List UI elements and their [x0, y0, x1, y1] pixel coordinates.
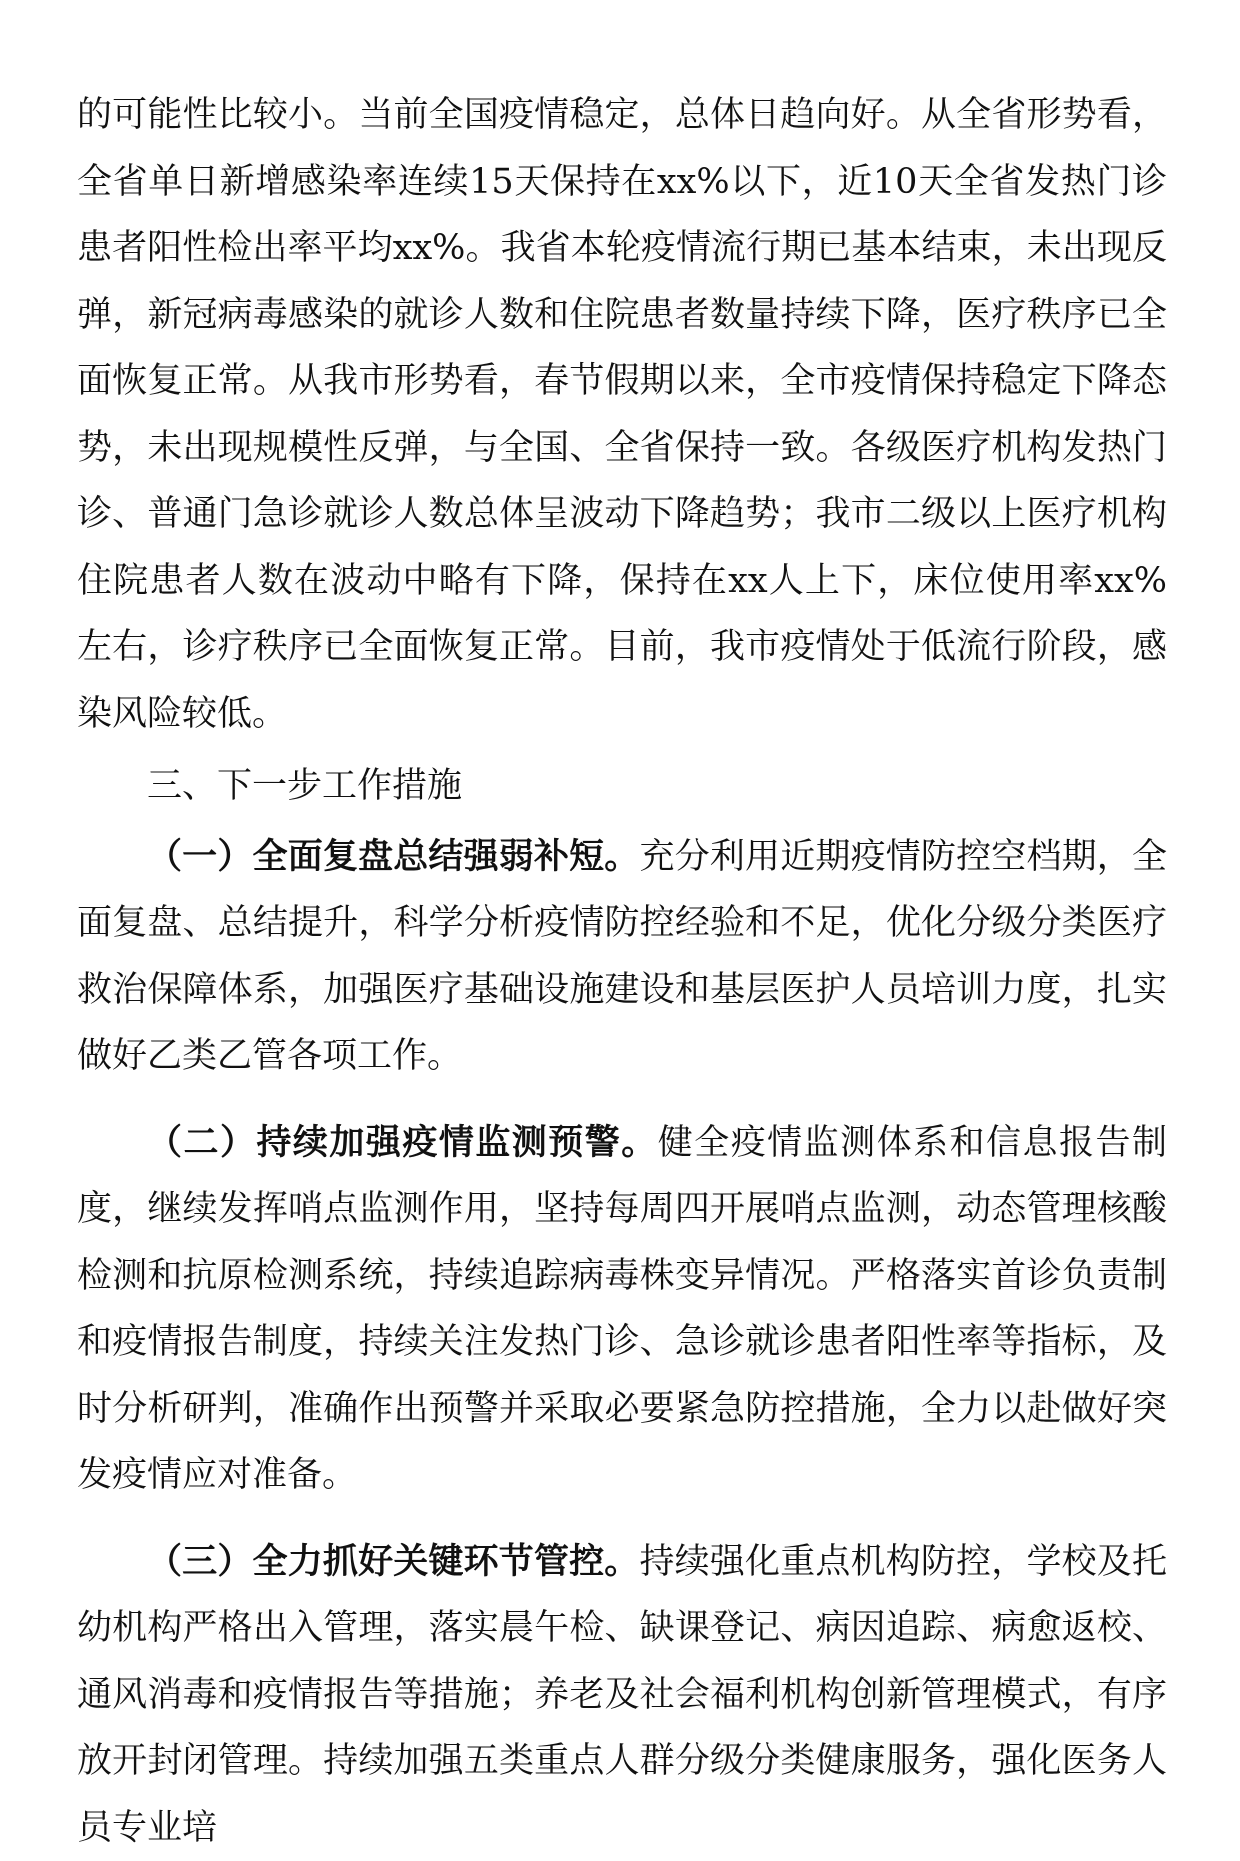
measure-paragraph-3 — [77, 1529, 1167, 1861]
document-page — [77, 82, 1167, 1861]
measure-lead-1: （一）全面复盘总结强弱补短。 — [147, 837, 640, 877]
measure-paragraph-1 — [77, 824, 1167, 1090]
measure-lead-2: （二）持续加强疫情监测预警。 — [147, 1123, 658, 1163]
measure-body-3: 持续强化重点机构防控，学校及托幼机构严格出入管理，落实晨午检、缺课登记、病因追踪、病愈返校、通风消毒和疫情报告等措施；养老及社会福利机构创新管理模式，有序放开封闭管理。持续加强五类重点人群分级分类健康服务，强化医务人员专业培 — [77, 1542, 1167, 1848]
measure-body-2: 健全疫情监测体系和信息报告制度，继续发挥哨点监测作用，坚持每周四开展哨点监测，动态管理核酸检测和抗原检测系统，持续追踪病毒株变异情况。严格落实首诊负责制和疫情报告制度，持续关注发热门诊、急诊就诊患者阳性率等指标，及时分析研判，准确作出预警并采取必要紧急防控措施，全力以赴做好突发疫情应对准备。 — [77, 1123, 1167, 1496]
measure-paragraph-2 — [77, 1110, 1167, 1509]
measure-lead-3: （三）全力抓好关键环节管控。 — [147, 1542, 640, 1582]
measure-body-1: 充分利用近期疫情防控空档期，全面复盘、总结提升，科学分析疫情防控经验和不足，优化分级分类医疗救治保障体系，加强医疗基础设施建设和基层医护人员培训力度，扎实做好乙类乙管各项工作。 — [77, 837, 1167, 1077]
section-heading: 三、下一步工作措施 — [77, 753, 1167, 820]
intro-paragraph: 的可能性比较小。当前全国疫情稳定，总体日趋向好。从全省形势看，全省单日新增感染率连续15天保持在xx%以下，近10天全省发热门诊患者阳性检出率平均xx%。我省本轮疫情流行期已基本结束，未出现反弹，新冠病毒感染的就诊人数和住院患者数量持续下降，医疗秩序已全面恢复正常。从我市形势看，春节假期以来，全市疫情保持稳定下降态势，未出现规模性反弹，与全国、全省保持一致。各级医疗机构发热门诊、普通门急诊就诊人数总体呈波动下降趋势；我市二级以上医疗机构住院患者人数在波动中略有下降，保持在xx人上下，床位使用率xx%左右，诊疗秩序已全面恢复正常。目前，我市疫情处于低流行阶段，感染风险较低。 — [77, 82, 1167, 747]
